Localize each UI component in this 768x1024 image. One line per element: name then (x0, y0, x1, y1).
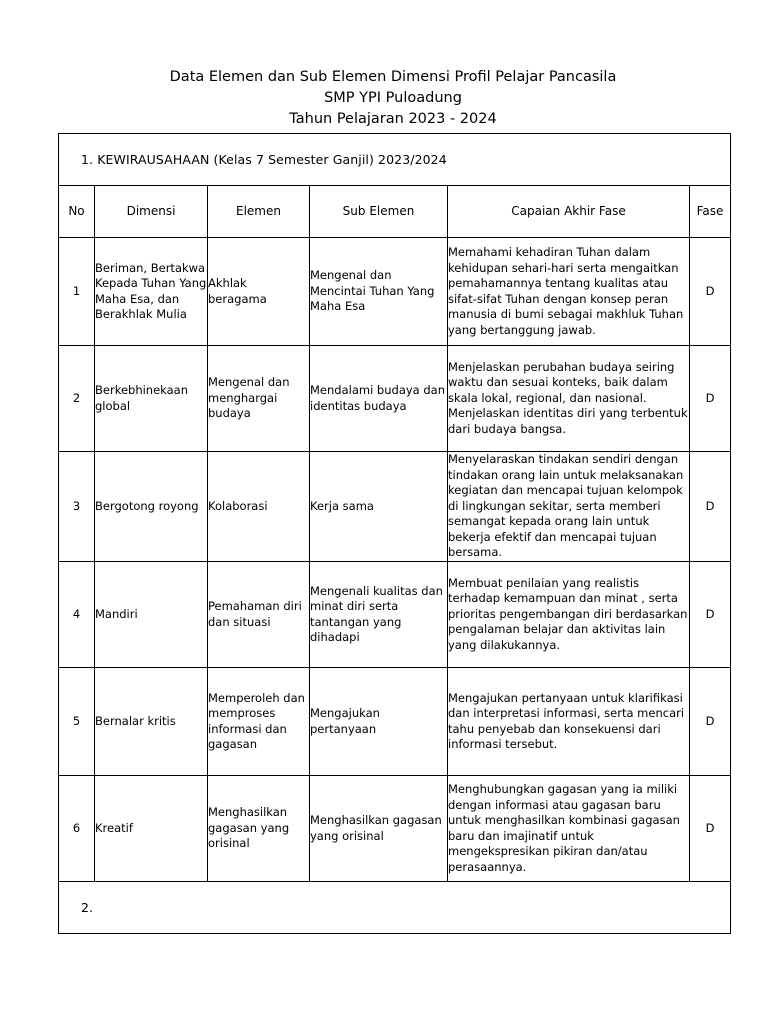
title-line-3: Tahun Pelajaran 2023 - 2024 (289, 111, 497, 127)
row-sub-elemen: Mengajukan pertanyaan (310, 668, 448, 776)
row-dimensi: Beriman, Bertakwa Kepada Tuhan Yang Maha Esa, dan Berakhlak Mulia (95, 238, 208, 346)
table-row (59, 452, 731, 562)
table-row (59, 562, 731, 668)
section-1-cell (59, 134, 731, 186)
row-fase: D (690, 452, 731, 562)
row-elemen: Mengenal dan menghargai budaya (208, 346, 310, 452)
row-capaian: Menghubungkan gagasan yang ia miliki dengan informasi atau gagasan baru untuk menghasilkan kombinasi gagasan baru dan imajinatif untuk mengekspresikan pikiran dan/atau perasaannya. (448, 776, 690, 882)
row-capaian: Memahami kehadiran Tuhan dalam kehidupan sehari-hari serta mengaitkan pemahamannya tentang kualitas atau sifat-sifat Tuhan dengan konsep peran manusia di bumi sebagai makhluk Tuhan yang bertanggung jawab. (448, 238, 690, 346)
row-elemen: Menghasilkan gagasan yang orisinal (208, 776, 310, 882)
title-line-1: Data Elemen dan Sub Elemen Dimensi Profil Pelajar Pancasila (169, 69, 617, 85)
header-fase: Fase (690, 186, 731, 238)
row-capaian: Menyelaraskan tindakan sendiri dengan tindakan orang lain untuk melaksanakan kegiatan dan mencapai tujuan kelompok di lingkungan sekitar, serta memberi semangat kepada orang lain untuk bekerja efektif dan mencapai tujuan bersama. (448, 452, 690, 562)
row-capaian: Mengajukan pertanyaan untuk klarifikasi dan interpretasi informasi, serta mencari tahu penyebab dan konsekuensi dari informasi tersebut. (448, 668, 690, 776)
row-dimensi: Berkebhinekaan global (95, 346, 208, 452)
profile-table (58, 133, 731, 934)
row-elemen: Pemahaman diri dan situasi (208, 562, 310, 668)
section-1-row (59, 134, 731, 186)
row-fase: D (690, 562, 731, 668)
row-dimensi: Bernalar kritis (95, 668, 208, 776)
row-sub-elemen: Mendalami budaya dan identitas budaya (310, 346, 448, 452)
row-no: 3 (59, 452, 95, 562)
table-row (59, 346, 731, 452)
row-no: 2 (59, 346, 95, 452)
table-header-row (59, 186, 731, 238)
section-2-cell (59, 882, 731, 934)
row-dimensi: Bergotong royong (95, 452, 208, 562)
row-elemen: Kolaborasi (208, 452, 310, 562)
section-2-label: 2. (81, 899, 94, 915)
row-sub-elemen: Mengenali kualitas dan minat diri serta tantangan yang dihadapi (310, 562, 448, 668)
table-row (59, 776, 731, 882)
section-2-row (59, 882, 731, 934)
row-no: 1 (59, 238, 95, 346)
row-fase: D (690, 346, 731, 452)
row-elemen: Memperoleh dan memproses informasi dan gagasan (208, 668, 310, 776)
row-fase: D (690, 776, 731, 882)
row-fase: D (690, 238, 731, 346)
row-sub-elemen: Kerja sama (310, 452, 448, 562)
row-no: 6 (59, 776, 95, 882)
section-1-label: 1. KEWIRAUSAHAAN (Kelas 7 Semester Ganjil) 2023/2024 (81, 151, 447, 167)
header-no: No (59, 186, 95, 238)
row-elemen: Akhlak beragama (208, 238, 310, 346)
row-no: 5 (59, 668, 95, 776)
header-dimensi: Dimensi (95, 186, 208, 238)
header-elemen: Elemen (208, 186, 310, 238)
row-dimensi: Mandiri (95, 562, 208, 668)
row-fase: D (690, 668, 731, 776)
row-dimensi: Kreatif (95, 776, 208, 882)
row-capaian: Membuat penilaian yang realistis terhadap kemampuan dan minat , serta prioritas pengembangan diri berdasarkan pengalaman belajar dan aktivitas lain yang dilakukannya. (448, 562, 690, 668)
row-capaian: Menjelaskan perubahan budaya seiring waktu dan sesuai konteks, baik dalam skala lokal, regional, dan nasional. Menjelaskan identitas diri yang terbentuk dari budaya bangsa. (448, 346, 690, 452)
header-capaian: Capaian Akhir Fase (448, 186, 690, 238)
row-no: 4 (59, 562, 95, 668)
row-sub-elemen: Menghasilkan gagasan yang orisinal (310, 776, 448, 882)
table-row (59, 238, 731, 346)
row-sub-elemen: Mengenal dan Mencintai Tuhan Yang Maha Esa (310, 238, 448, 346)
header-sub-elemen: Sub Elemen (310, 186, 448, 238)
title-line-2: SMP YPI Puloadung (324, 90, 462, 106)
document-title (0, 67, 768, 130)
table-row (59, 668, 731, 776)
